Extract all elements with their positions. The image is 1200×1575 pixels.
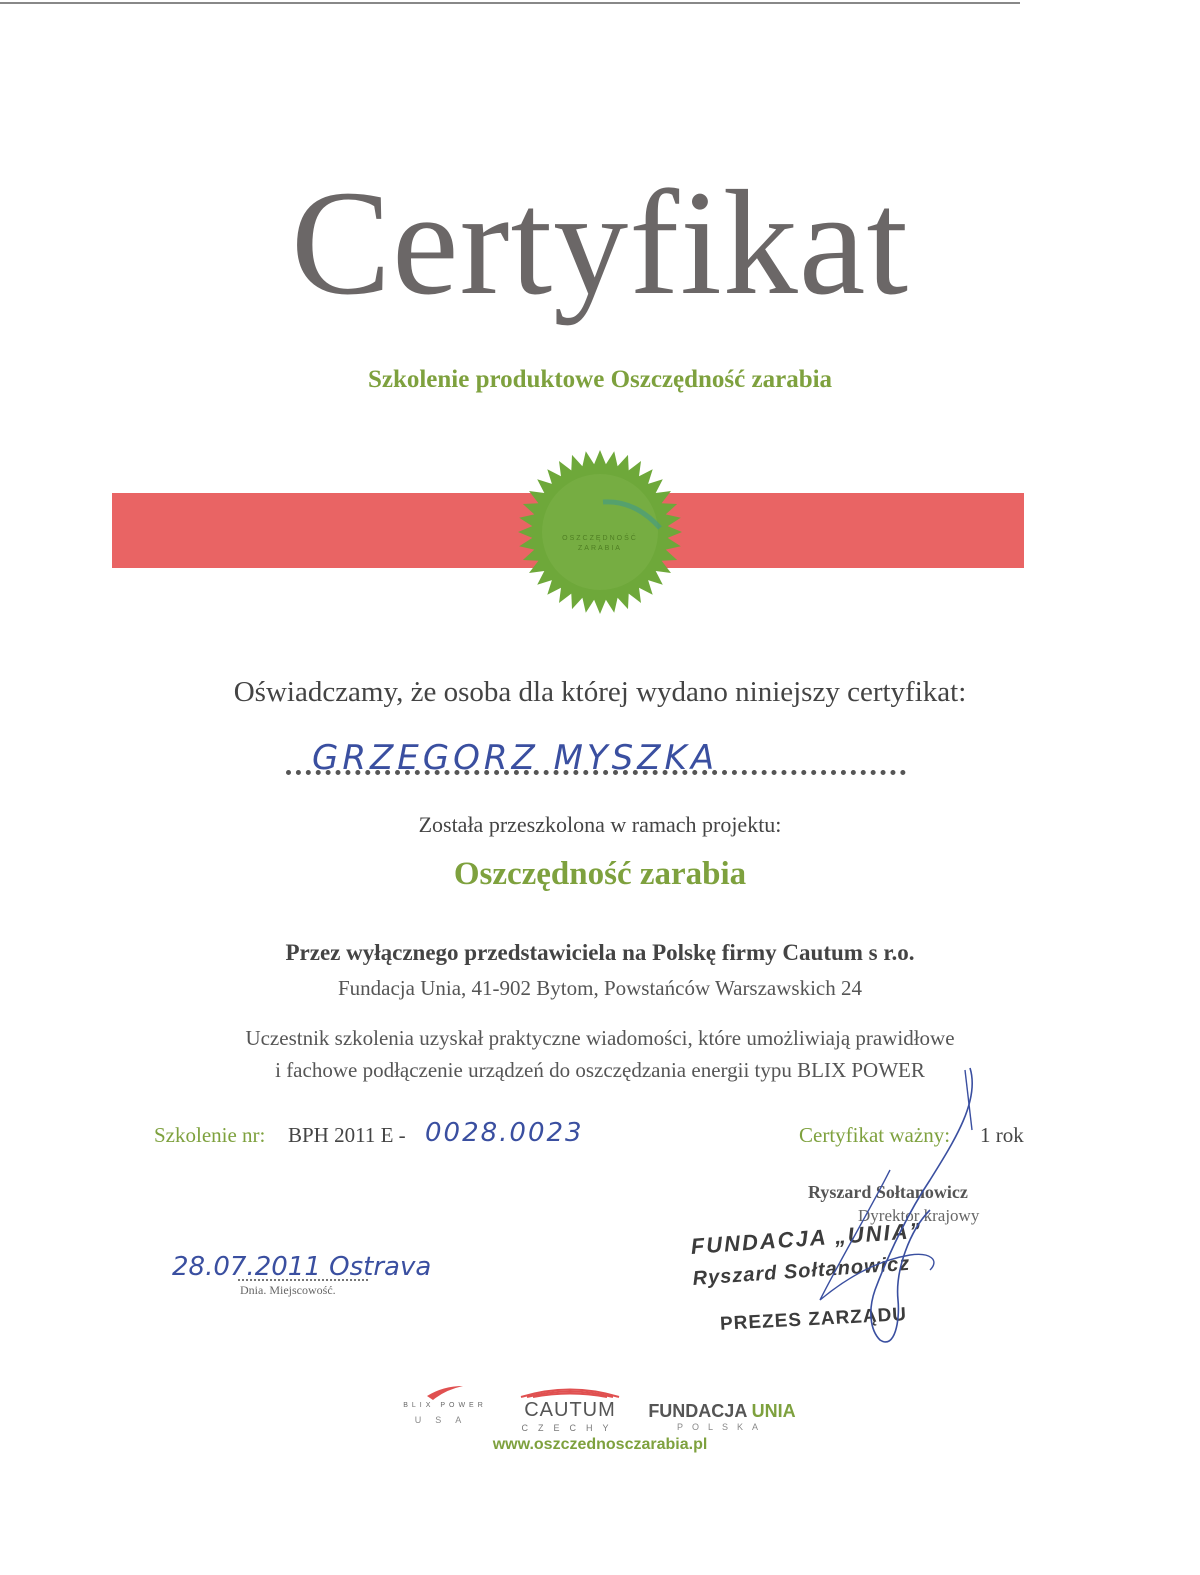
- blix-power-logo: [390, 1382, 500, 1425]
- validity-value: 1 rok: [980, 1123, 1024, 1147]
- date-dotted-line: [238, 1279, 368, 1281]
- training-number-value: BPH 2011 E -: [288, 1123, 406, 1147]
- unia-name-part2: UNIA: [751, 1401, 796, 1421]
- declaration-text: Oświadczamy, że osoba dla której wydano niniejszy certyfikat:: [233, 676, 967, 708]
- stamp-line-3: PREZES ZARZĄDU: [719, 1304, 908, 1335]
- signer-role: Dyrektor krajowy: [858, 1206, 980, 1225]
- company-line: Przez wyłącznego przedstawiciela na Polskę firmy Cautum s r.o.: [285, 940, 915, 965]
- signer-name: Ryszard Sołtanowicz: [808, 1182, 968, 1202]
- green-seal-icon: [515, 450, 685, 615]
- certificate-subtitle: Szkolenie produktowe Oszczędność zarabia: [367, 366, 833, 393]
- training-number-handwritten: 0028.0023: [425, 1118, 584, 1148]
- date-place-label: Dnia. Miejscowość.: [240, 1283, 336, 1297]
- unia-name: [642, 1402, 802, 1420]
- description-line-1: Uczestnik szkolenia uzyskał praktyczne wiadomości, które umożliwiają prawidłowe: [245, 1026, 955, 1050]
- certificate-title: Certyfikat: [290, 160, 910, 326]
- validity-label: Certyfikat ważny:: [799, 1123, 951, 1147]
- seal-text-line1: OSZCZĘDNOŚĆ: [562, 535, 638, 542]
- cautum-arcs-icon: [517, 1384, 623, 1398]
- cautum-country: CZECHY: [521, 1423, 619, 1433]
- top-border-line: [0, 2, 1020, 4]
- date-handwritten: 28.07.2011 Ostrava: [172, 1252, 432, 1282]
- cautum-logo: [512, 1384, 628, 1433]
- cautum-name: CAUTUM: [524, 1399, 616, 1421]
- address-line: Fundacja Unia, 41-902 Bytom, Powstańców Warszawskich 24: [337, 976, 862, 1000]
- unia-country: POLSKA: [676, 1422, 768, 1432]
- name-dotted-line: [286, 770, 906, 775]
- fundacja-unia-logo: [642, 1402, 802, 1432]
- training-number-label: Szkolenie nr:: [154, 1123, 266, 1147]
- description-line-2: i fachowe podłączenie urządzeń do oszczędzania energii typu BLIX POWER: [275, 1058, 925, 1082]
- website-link[interactable]: www.oszczednosczarabia.pl: [492, 1436, 708, 1453]
- unia-name-part1: FUNDACJA: [648, 1401, 747, 1421]
- stamp-line-2: Ryszard Sołtanowicz: [692, 1252, 911, 1290]
- blix-swoosh-icon: [423, 1382, 467, 1402]
- stamp-line-1: FUNDACJA „UNIA”: [690, 1217, 924, 1259]
- participant-name: GRZEGORZ MYSZKA: [312, 738, 719, 778]
- blix-country: USA: [414, 1415, 476, 1425]
- blix-name: BLIX POWER: [403, 1402, 487, 1409]
- project-name: Oszczędność zarabia: [453, 856, 747, 892]
- trained-in-text: Została przeszkolona w ramach projektu:: [418, 812, 782, 837]
- signature-scribble: [780, 1060, 1000, 1360]
- seal-text-line2: ZARABIA: [578, 545, 622, 552]
